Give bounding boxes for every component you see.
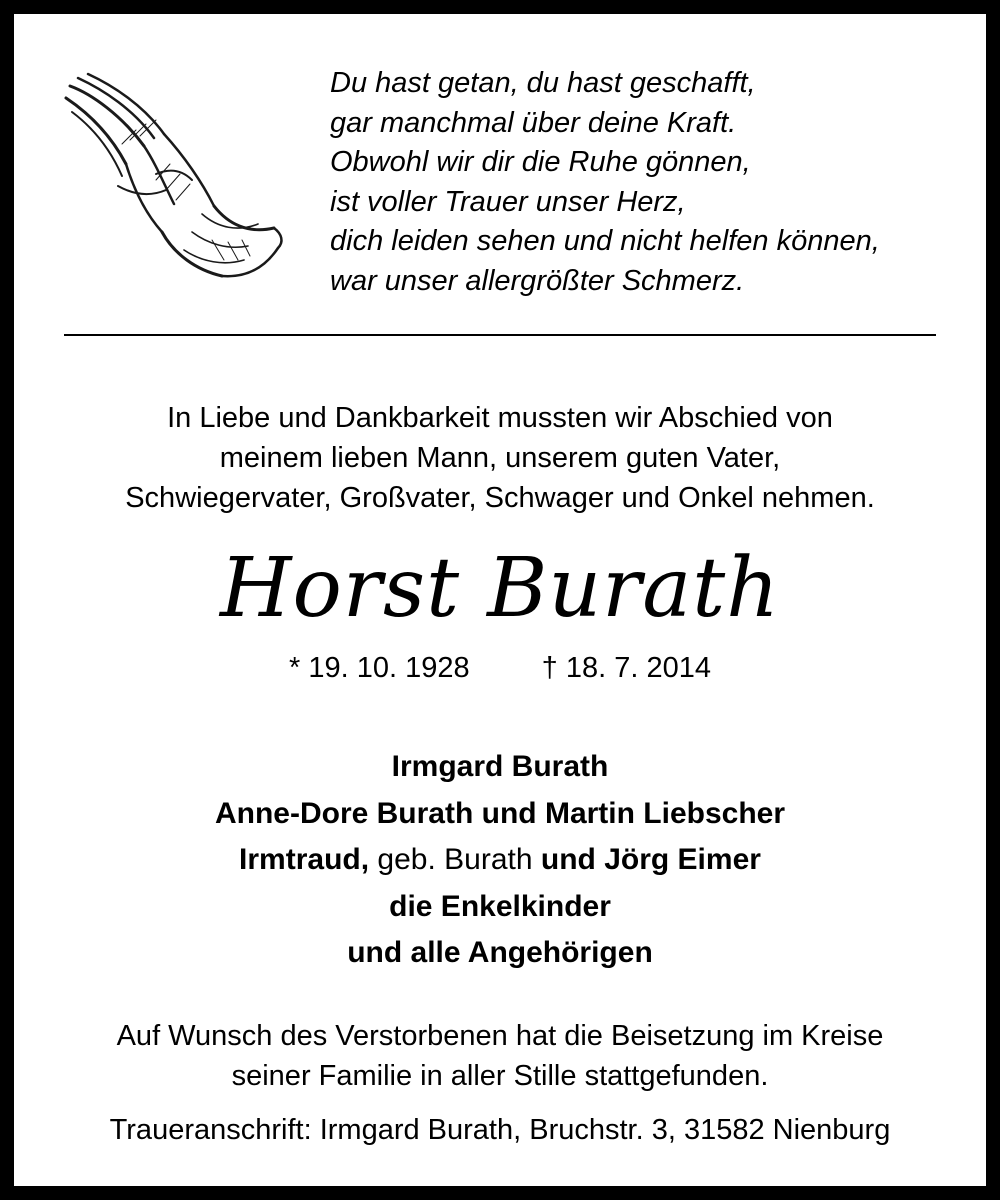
poem (330, 64, 980, 301)
poem-line: Obwohl wir dir die Ruhe gönnen, (330, 146, 751, 178)
mourner-line: Anne-Dore Burath und Martin Liebscher (214, 796, 786, 830)
life-dates (14, 648, 986, 688)
intro-line: meinem lieben Mann, unserem guten Vater, (219, 442, 781, 474)
maiden-name-note: geb. Burath (377, 843, 533, 876)
poem-line: dich leiden sehen und nicht helfen können, (330, 225, 880, 257)
mourner-partner: und Jörg Eimer (540, 843, 761, 876)
poem-line: Du hast getan, du hast geschafft, (330, 67, 756, 99)
mourners-list (14, 744, 986, 977)
birth-date: * 19. 10. 1928 (289, 652, 470, 684)
mourner-line: Irmgard Burath (391, 750, 609, 783)
poem-line: ist voller Trauer unser Herz, (330, 185, 686, 218)
mourner-line (14, 837, 986, 884)
mourner-line: und alle Angehörigen (347, 936, 653, 969)
divider-line (64, 334, 936, 336)
mourner-name: Irmtraud, (239, 843, 370, 876)
closing-line: Auf Wunsch des Verstorbenen hat die Beisetzung im Kreise (116, 1020, 884, 1052)
intro-text (14, 398, 986, 518)
closing-text (14, 1016, 986, 1096)
death-date: † 18. 7. 2014 (541, 652, 711, 684)
poem-line: gar manchmal über deine Kraft. (330, 106, 737, 139)
intro-line: Schwiegervater, Großvater, Schwager und Onkel nehmen. (125, 482, 875, 514)
mourning-address: Traueranschrift: Irmgard Burath, Bruchstr. 3, 31582 Nienburg (109, 1114, 891, 1146)
intro-line: In Liebe und Dankbarkeit mussten wir Abschied von (167, 402, 833, 434)
deceased-name: Horst Burath (219, 541, 781, 636)
closing-line: seiner Familie in aller Stille stattgefunden. (231, 1060, 769, 1092)
praying-hands-icon (52, 64, 292, 284)
mourner-line: die Enkelkinder (389, 889, 611, 923)
poem-line: war unser allergrößter Schmerz. (330, 264, 745, 297)
